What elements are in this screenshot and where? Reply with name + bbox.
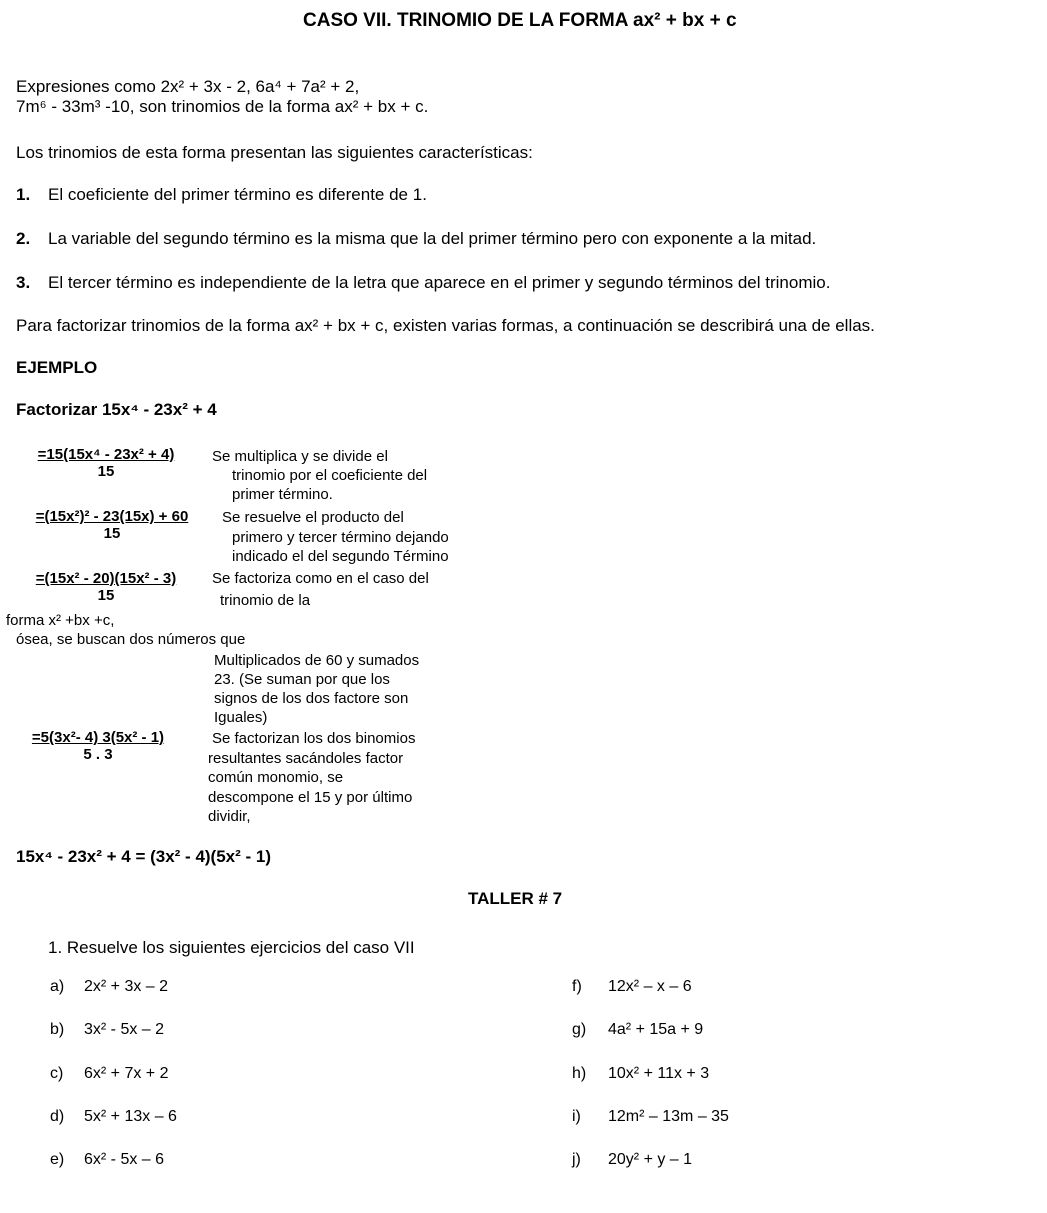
step-3-fraction [6, 570, 206, 604]
page-title: CASO VII. TRINOMIO DE LA FORMA ax² + bx + c [303, 10, 737, 31]
step-3-explanation: forma x² +bx +c, [6, 612, 115, 629]
workshop-instruction: 1. Resuelve los siguientes ejercicios del caso VII [48, 938, 415, 957]
step-3-explanation: trinomio de la [220, 592, 311, 609]
feature-number: 2. [16, 229, 31, 248]
step-4-denominator: 5 . 3 [83, 746, 113, 763]
exercise-expression: 10x² + 11x + 3 [608, 1065, 710, 1082]
step-4-numerator: =5(3x²- 4) 3(5x² - 1) [31, 729, 165, 746]
exercise-letter: h) [572, 1065, 587, 1082]
step-3-explanation: ósea, se buscan dos números que [16, 631, 246, 648]
step-3-explanation: Multiplicados de 60 y sumados [214, 652, 420, 669]
step-3-explanation: Se factoriza como en el caso del [212, 570, 429, 587]
workshop-title: TALLER # 7 [468, 889, 563, 908]
step-3-explanation: signos de los dos factore son [214, 690, 409, 707]
exercise-letter: j) [572, 1151, 581, 1168]
exercise-letter: g) [572, 1021, 587, 1038]
exercise-letter: b) [50, 1021, 65, 1038]
feature-number: 1. [16, 185, 31, 204]
step-1-explanation: Se multiplica y se divide el [212, 448, 388, 465]
step-4-fraction [6, 729, 190, 763]
exercise-expression: 20y² + y – 1 [608, 1151, 693, 1168]
method-text: Para factorizar trinomios de la forma ax² + bx + c, existen varias formas, a continuación se describirá una de ellas. [16, 316, 875, 335]
step-2-explanation: primero y tercer término dejando [232, 529, 449, 546]
step-1-numerator: =15(15x⁴ - 23x² + 4) [37, 446, 175, 463]
example-heading: EJEMPLO [16, 358, 98, 377]
step-4-explanation: resultantes sacándoles factor [208, 750, 404, 767]
step-4-explanation: dividir, [208, 808, 251, 825]
feature-text: El tercer término es independiente de la letra que aparece en el primer y segundo términos del trinomio. [48, 273, 831, 292]
exercise-letter: f) [572, 978, 582, 995]
step-4-explanation: descompone el 15 y por último [208, 789, 413, 806]
step-3-explanation: Iguales) [214, 709, 268, 726]
exercise-letter: d) [50, 1108, 65, 1125]
feature-number: 3. [16, 273, 31, 292]
result-line: 15x⁴ - 23x² + 4 = (3x² - 4)(5x² - 1) [16, 847, 272, 866]
step-2-fraction [6, 508, 218, 542]
step-1-denominator: 15 [97, 463, 115, 480]
feature-text: El coeficiente del primer término es diferente de 1. [48, 185, 427, 204]
exercise-expression: 4a² + 15a + 9 [608, 1021, 704, 1038]
factorize-line: Factorizar 15x⁴ - 23x² + 4 [16, 400, 217, 419]
step-4-explanation: común monomio, se [208, 769, 344, 786]
exercise-expression: 5x² + 13x – 6 [84, 1108, 177, 1125]
exercise-expression: 12x² – x – 6 [608, 978, 692, 995]
step-1-explanation: primer término. [232, 486, 333, 503]
exercise-letter: a) [50, 978, 65, 995]
step-2-numerator: =(15x²)² - 23(15x) + 60 [35, 508, 189, 525]
exercise-expression: 12m² – 13m – 35 [608, 1108, 729, 1125]
exercise-expression: 2x² + 3x – 2 [84, 978, 169, 995]
features-intro: Los trinomios de esta forma presentan las siguientes características: [16, 143, 533, 162]
step-4-explanation: Se factorizan los dos binomios [212, 730, 416, 747]
intro-line-1: Expresiones como 2x² + 3x - 2, 6a⁴ + 7a² + 2, [16, 77, 360, 96]
exercise-expression: 6x² + 7x + 2 [84, 1065, 169, 1082]
step-3-numerator: =(15x² - 20)(15x² - 3) [35, 570, 177, 587]
step-2-explanation: Se resuelve el producto del [222, 509, 404, 526]
exercise-letter: e) [50, 1151, 65, 1168]
step-1-fraction [8, 446, 204, 480]
step-1-explanation: trinomio por el coeficiente del [232, 467, 428, 484]
feature-text: La variable del segundo término es la misma que la del primer término pero con exponente a la mitad. [48, 229, 817, 248]
exercise-letter: c) [50, 1065, 64, 1082]
exercise-letter: i) [572, 1108, 581, 1125]
intro-line-2: 7m⁶ - 33m³ -10, son trinomios de la forma ax² + bx + c. [16, 97, 429, 116]
step-3-explanation: 23. (Se suman por que los [214, 671, 390, 688]
exercise-expression: 3x² - 5x – 2 [84, 1021, 165, 1038]
step-2-denominator: 15 [103, 525, 121, 542]
exercise-expression: 6x² - 5x – 6 [84, 1151, 165, 1168]
step-3-denominator: 15 [97, 587, 115, 604]
step-2-explanation: indicado el del segundo Término [232, 548, 449, 565]
